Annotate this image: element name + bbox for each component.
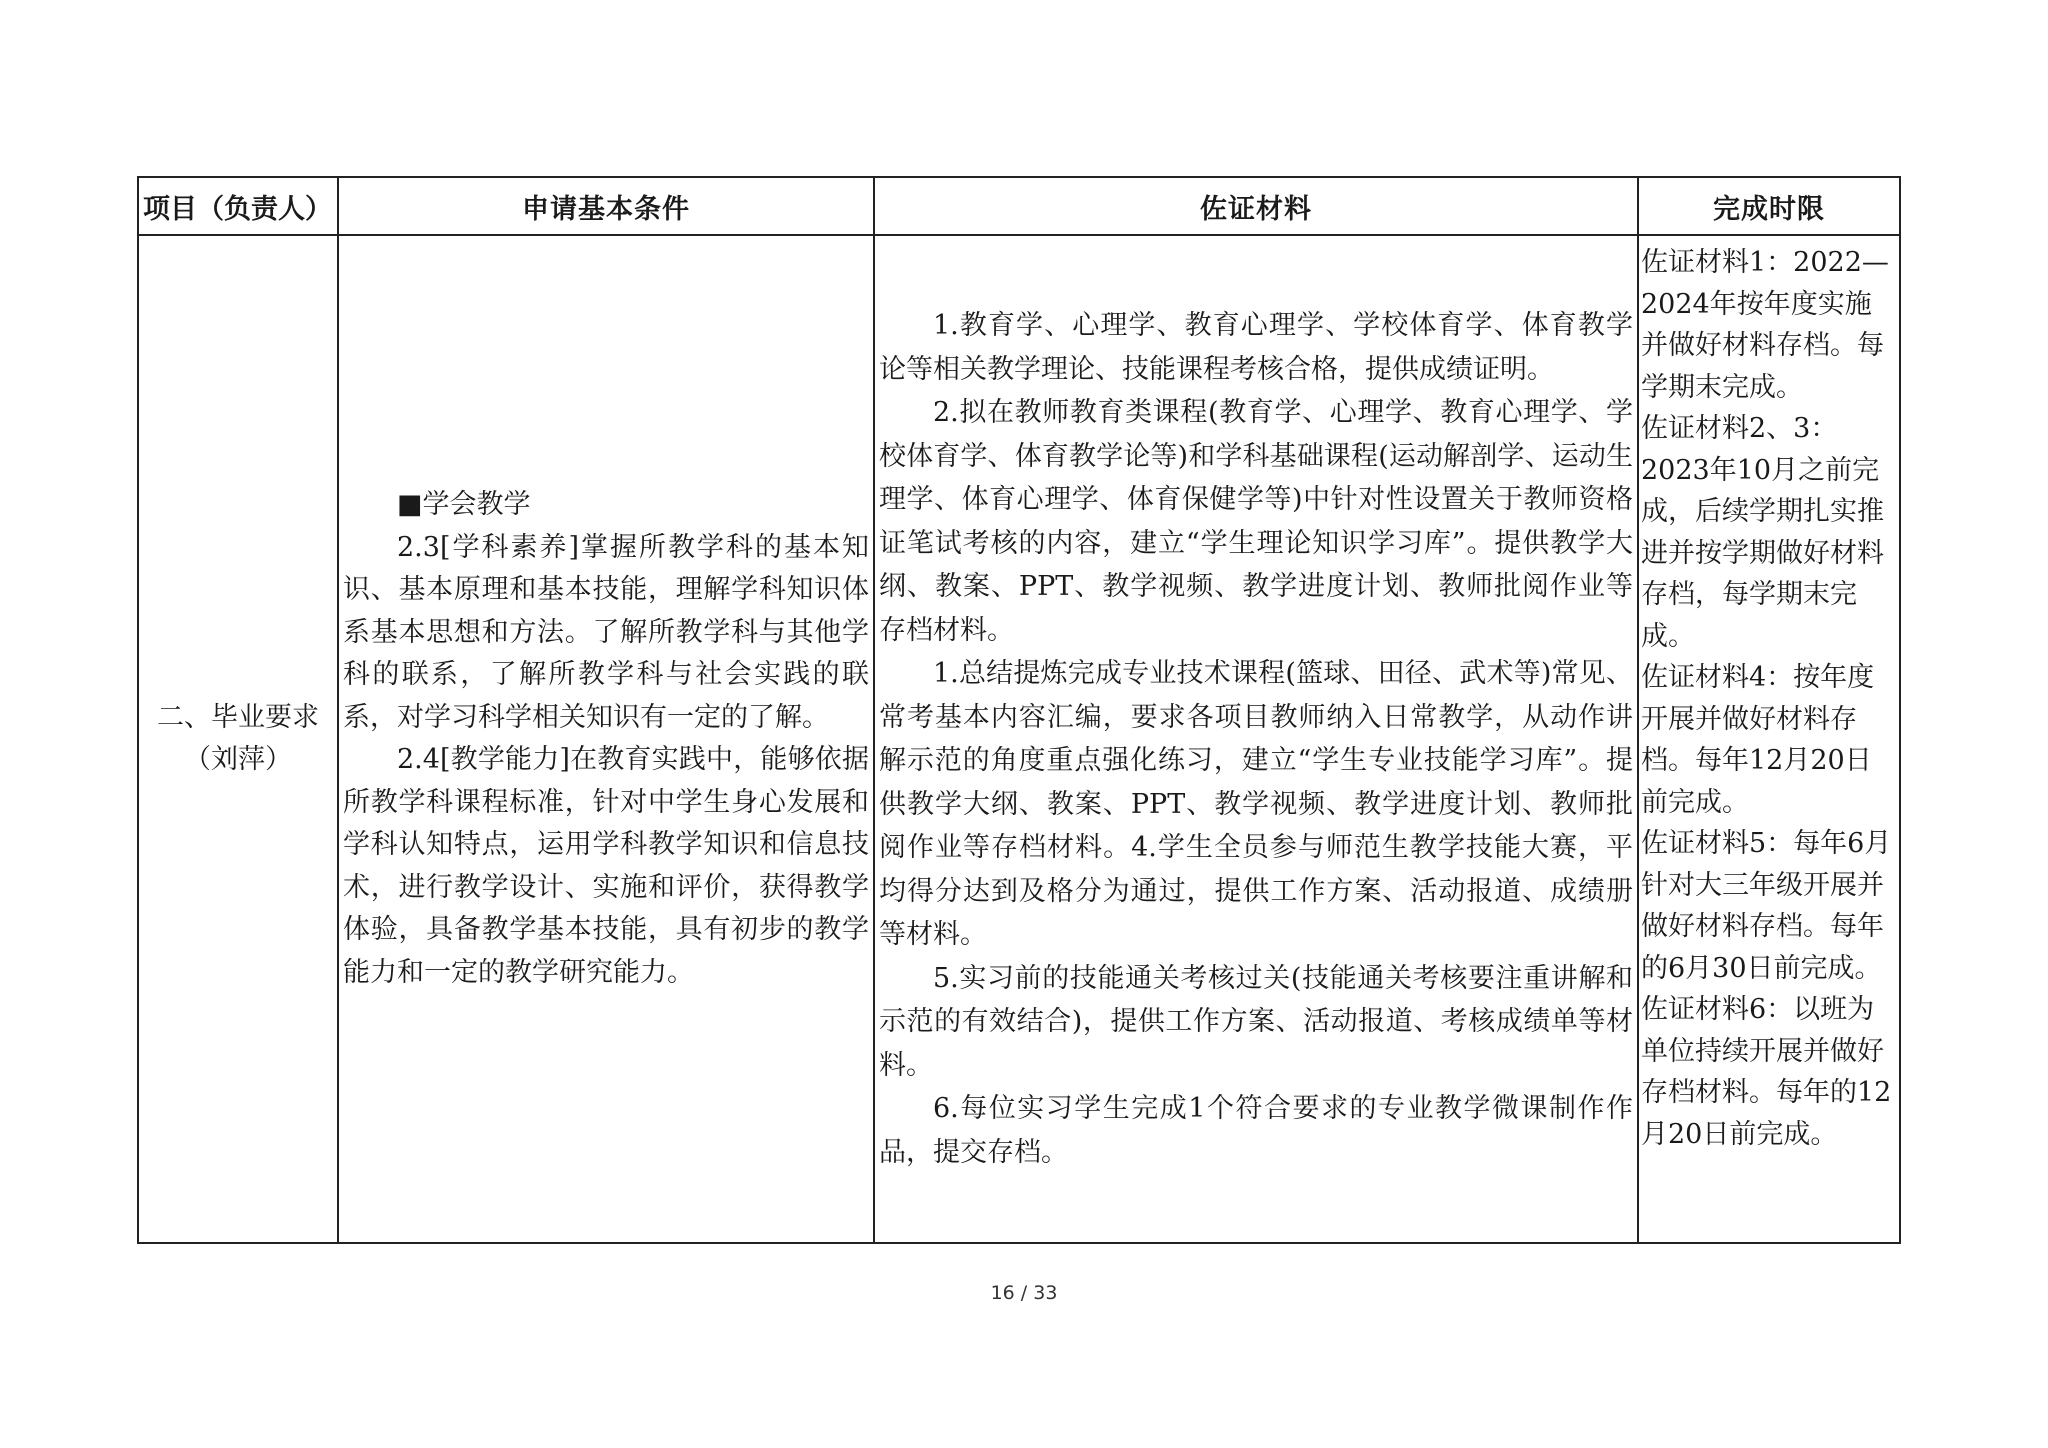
condition-item: 2.3[学科素养]掌握所教学科的基本知识、基本原理和基本技能，理解学科知识体系基本思想和方法。了解所教学科与其他学科的联系，了解所教学科与社会实践的联系，对学习科学相关知识有一定的了解。 [343,531,869,733]
deadline-cell [1638,235,1900,1243]
deadline-item: 佐证材料2、3：2023年10月之前完成，后续学期扎实推进并按学期做好材料存档，每学期末完成。 [1641,413,1884,652]
evidence-item: 2.拟在教师教育类课程(教育学、心理学、教育心理学、学校体育学、体育教学论等)和学科基础课程(运动解剖学、运动生理学、体育心理学、体育保健学等)中针对性设置关于教师资格证笔试考核的内容，建立“学生理论知识学习库”。提供教学大纲、教案、PPT、教学视频、教学进度计划、教师批阅作业等存档材料。 [879,397,1633,646]
project-title: 二、毕业要求 [157,702,319,733]
table-header-row [138,177,1900,235]
header-deadline: 完成时限 [1638,177,1900,235]
deadline-item: 佐证材料5：每年6月针对大三年级开展并做好材料存档。每年的6月30日前完成。 [1641,828,1892,984]
conditions-cell [338,235,874,1243]
requirements-table [137,176,1901,1244]
deadline-item: 佐证材料1：2022—2024年按年度实施并做好材料存档。每学期末完成。 [1641,247,1889,403]
project-owner: （刘萍） [184,744,292,775]
conditions-heading: ■学会教学 [397,489,531,520]
header-project: 项目（负责人） [138,177,338,235]
evidence-item: 1.总结提炼完成专业技术课程(篮球、田径、武术等)常见、常考基本内容汇编，要求各项目教师纳入日常教学，从动作讲解示范的角度重点强化练习，建立“学生专业技能学习库”。提供教学大纲、教案、PPT、教学视频、教学进度计划、教师批阅作业等存档材料。4.学生全员参与师范生教学技能大赛，平均得分达到及格分为通过，提供工作方案、活动报道、成绩册等材料。 [879,658,1633,950]
evidence-cell [874,235,1638,1243]
page-number: 16 / 33 [990,1282,1058,1304]
deadline-item: 佐证材料6：以班为单位持续开展并做好存档材料。每年的12月20日前完成。 [1641,994,1892,1150]
evidence-item: 5.实习前的技能通关考核过关(技能通关考核要注重讲解和示范的有效结合)，提供工作方案、活动报道、考核成绩单等材料。 [879,962,1633,1081]
project-cell [138,235,338,1243]
evidence-item: 1.教育学、心理学、教育心理学、学校体育学、体育教学论等相关教学理论、技能课程考核合格，提供成绩证明。 [879,310,1633,385]
condition-item: 2.4[教学能力]在教育实践中，能够依据所教学科课程标准，针对中学生身心发展和学科认知特点，运用学科教学知识和信息技术，进行教学设计、实施和评价，获得教学体验，具备教学基本技能，具有初步的教学能力和一定的教学研究能力。 [343,744,869,988]
deadline-item: 佐证材料4：按年度开展并做好材料存档。每年12月20日前完成。 [1641,662,1875,818]
evidence-item: 6.每位实习学生完成1个符合要求的专业教学微课制作作品，提交存档。 [879,1093,1633,1168]
header-conditions: 申请基本条件 [338,177,874,235]
table-row [138,235,1900,1243]
header-evidence: 佐证材料 [874,177,1638,235]
